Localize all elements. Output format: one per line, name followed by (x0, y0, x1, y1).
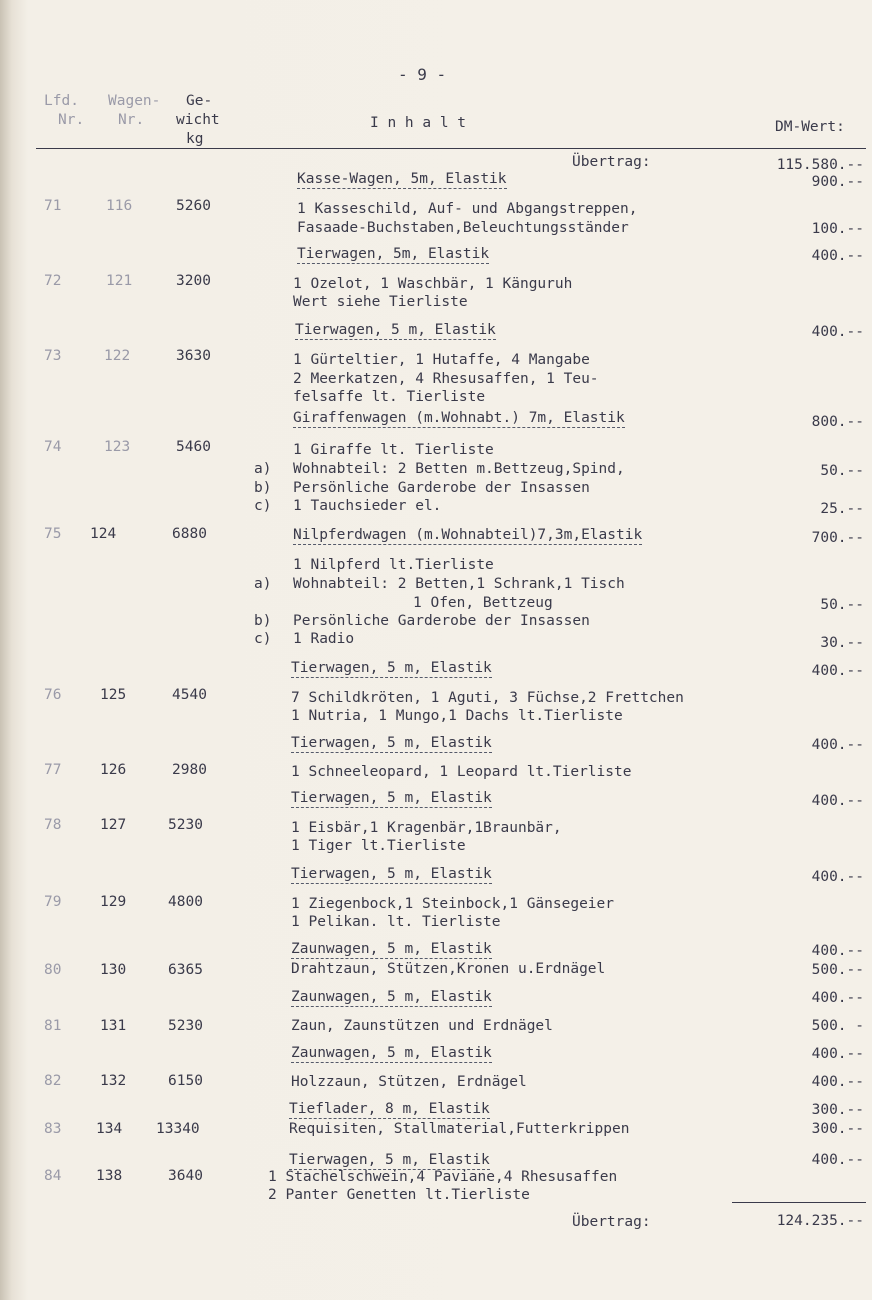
r4-title-value: 800.-- (811, 414, 864, 430)
r12-gewicht: 6150 (168, 1073, 203, 1089)
r2-title-value: 400.-- (811, 248, 864, 264)
r5-a-text: Wohnabteil: 2 Betten,1 Schrank,1 Tisch (293, 576, 625, 592)
r11-gewicht: 5230 (168, 1018, 203, 1034)
header-dm-wert: DM-Wert: (775, 119, 845, 135)
r5-wagen: 124 (90, 526, 117, 542)
r5-title-value: 700.-- (811, 530, 864, 546)
r9-title-value: 400.-- (811, 869, 864, 885)
r10-title: Zaunwagen, 5 m, Elastik (291, 941, 492, 957)
r12-wagen: 132 (100, 1073, 127, 1089)
r3-line1: 1 Gürteltier, 1 Hutaffe, 4 Mangabe (293, 352, 590, 368)
r5-line1: 1 Nilpferd lt.Tierliste (293, 557, 494, 573)
r12-lfd: 82 (44, 1073, 62, 1089)
r2-lfd: 72 (44, 273, 62, 289)
r14-title-value: 400.-- (811, 1152, 864, 1168)
header-gewicht-line2: wicht (176, 112, 220, 128)
r6-gewicht: 4540 (172, 687, 207, 703)
r4-lfd: 74 (44, 439, 62, 455)
r9-title: Tierwagen, 5 m, Elastik (291, 866, 492, 882)
r2-gewicht: 3200 (176, 273, 211, 289)
r5-b-text: Persönliche Garderobe der Insassen (293, 613, 590, 629)
r5-gewicht: 6880 (172, 526, 207, 542)
page-number: - 9 - (398, 65, 447, 84)
r1-gewicht: 5260 (176, 198, 211, 214)
r7-line1: 1 Schneeleopard, 1 Leopard lt.Tierliste (291, 764, 632, 780)
header-lfd-line2: Nr. (58, 112, 85, 128)
r7-title: Tierwagen, 5 m, Elastik (291, 735, 492, 751)
r13-title: Tieflader, 8 m, Elastik (289, 1101, 490, 1117)
carry-in-label: Übertrag: (572, 154, 651, 170)
r4-title: Giraffenwagen (m.Wohnabt.) 7m, Elastik (293, 410, 625, 426)
r4-gewicht: 5460 (176, 439, 211, 455)
r1-wagen: 116 (106, 198, 133, 214)
r4-a-value: 50.-- (820, 463, 864, 479)
carry-in-value: 115.580.-- (776, 157, 864, 173)
r3-lfd: 73 (44, 348, 62, 364)
r8-wagen: 127 (100, 817, 127, 833)
header-inhalt: I n h a l t (370, 115, 467, 131)
r8-title-value: 400.-- (811, 793, 864, 809)
r5-c-value: 30.-- (820, 635, 864, 651)
header-wagen-line1: Wagen- (108, 93, 161, 109)
r2-title: Tierwagen, 5m, Elastik (297, 246, 490, 262)
r11-wagen: 131 (100, 1018, 127, 1034)
r7-gewicht: 2980 (172, 762, 207, 778)
r3-line3: felsaffe lt. Tierliste (293, 389, 486, 405)
r4-b-text: Persönliche Garderobe der Insassen (293, 480, 590, 496)
r5-a-text2: 1 Ofen, Bettzeug (413, 595, 553, 611)
r5-title: Nilpferdwagen (m.Wohnabteil)7,3m,Elastik (293, 527, 643, 543)
r11-lfd: 81 (44, 1018, 62, 1034)
r1-lfd: 71 (44, 198, 62, 214)
r8-lfd: 78 (44, 817, 62, 833)
r1-title-value: 900.-- (811, 174, 864, 190)
r2-line1: 1 Ozelot, 1 Waschbär, 1 Känguruh (293, 276, 573, 292)
r11-line1: Zaun, Zaunstützen und Erdnägel (291, 1018, 553, 1034)
r3-line2: 2 Meerkatzen, 4 Rhesusaffen, 1 Teu- (293, 371, 599, 387)
r4-a-text: Wohnabteil: 2 Betten m.Bettzeug,Spind, (293, 461, 625, 477)
r6-wagen: 125 (100, 687, 127, 703)
r8-line2: 1 Tiger lt.Tierliste (291, 838, 466, 854)
r8-title: Tierwagen, 5 m, Elastik (291, 790, 492, 806)
r4-c-value: 25.-- (820, 501, 864, 517)
r6-line1: 7 Schildkröten, 1 Aguti, 3 Füchse,2 Frettchen (291, 690, 684, 706)
r1-line2: Fasaade-Buchstaben,Beleuchtungsständer (297, 220, 629, 236)
header-gewicht-line1: Ge- (186, 93, 213, 109)
r13-line1: Requisiten, Stallmaterial,Futterkrippen (289, 1121, 630, 1137)
r4-c-mark: c) (254, 498, 272, 514)
r5-a-value: 50.-- (820, 597, 864, 613)
r10-line1-value: 500.-- (811, 962, 864, 978)
r5-c-mark: c) (254, 631, 272, 647)
r12-line1: Holzzaun, Stützen, Erdnägel (291, 1074, 527, 1090)
r7-title-value: 400.-- (811, 737, 864, 753)
r11-line1-value: 500. - (811, 1018, 864, 1034)
r13-title-value: 300.-- (811, 1102, 864, 1118)
r5-lfd: 75 (44, 526, 62, 542)
header-rule (36, 148, 866, 149)
r8-line1: 1 Eisbär,1 Kragenbär,1Braunbär, (291, 820, 562, 836)
r5-a-mark: a) (254, 576, 272, 592)
r14-line2: 2 Panter Genetten lt.Tierliste (268, 1187, 530, 1203)
r4-line1: 1 Giraffe lt. Tierliste (293, 442, 494, 458)
r10-wagen: 130 (100, 962, 127, 978)
r10-lfd: 80 (44, 962, 62, 978)
r2-wagen: 121 (106, 273, 133, 289)
total-rule (732, 1202, 866, 1203)
r3-wagen: 122 (104, 348, 131, 364)
r2-line2: Wert siehe Tierliste (293, 294, 468, 310)
r11-title-value: 400.-- (811, 990, 864, 1006)
r9-wagen: 129 (100, 894, 127, 910)
r10-title-value: 400.-- (811, 943, 864, 959)
carry-out-label: Übertrag: (572, 1214, 651, 1230)
r12-line1-value: 400.-- (811, 1074, 864, 1090)
r14-line1: 1 Stachelschwein,4 Paviane,4 Rhesusaffen (268, 1169, 618, 1185)
r9-line2: 1 Pelikan. lt. Tierliste (291, 914, 501, 930)
r14-title: Tierwagen, 5 m, Elastik (289, 1152, 490, 1168)
r3-title: Tierwagen, 5 m, Elastik (295, 322, 496, 338)
r13-gewicht: 13340 (156, 1121, 200, 1137)
r9-line1: 1 Ziegenbock,1 Steinbock,1 Gänsegeier (291, 896, 615, 912)
r4-c-text: 1 Tauchsieder el. (293, 498, 442, 514)
r7-lfd: 77 (44, 762, 62, 778)
r1-line2-value: 100.-- (811, 221, 864, 237)
r1-line1: 1 Kasseschild, Auf- und Abgangstreppen, (297, 201, 638, 217)
r9-gewicht: 4800 (168, 894, 203, 910)
r13-wagen: 134 (96, 1121, 123, 1137)
r10-gewicht: 6365 (168, 962, 203, 978)
header-gewicht-line3: kg (186, 131, 204, 147)
r3-title-value: 400.-- (811, 324, 864, 340)
r1-title: Kasse-Wagen, 5m, Elastik (297, 171, 507, 187)
r12-title-value: 400.-- (811, 1046, 864, 1062)
r13-line1-value: 300.-- (811, 1121, 864, 1137)
header-lfd-line1: Lfd. (44, 93, 79, 109)
r5-b-mark: b) (254, 613, 272, 629)
r4-b-mark: b) (254, 480, 272, 496)
r6-line2: 1 Nutria, 1 Mungo,1 Dachs lt.Tierliste (291, 708, 623, 724)
r13-lfd: 83 (44, 1121, 62, 1137)
r9-lfd: 79 (44, 894, 62, 910)
r8-gewicht: 5230 (168, 817, 203, 833)
r3-gewicht: 3630 (176, 348, 211, 364)
r6-title: Tierwagen, 5 m, Elastik (291, 660, 492, 676)
r6-lfd: 76 (44, 687, 62, 703)
carry-out-value: 124.235.-- (776, 1213, 864, 1229)
r5-c-text: 1 Radio (293, 631, 355, 647)
r6-title-value: 400.-- (811, 663, 864, 679)
r14-wagen: 138 (96, 1168, 123, 1184)
r10-line1: Drahtzaun, Stützen,Kronen u.Erdnägel (291, 961, 606, 977)
header-wagen-line2: Nr. (118, 112, 145, 128)
r14-lfd: 84 (44, 1168, 62, 1184)
r4-a-mark: a) (254, 461, 272, 477)
r12-title: Zaunwagen, 5 m, Elastik (291, 1045, 492, 1061)
r7-wagen: 126 (100, 762, 127, 778)
r4-wagen: 123 (104, 439, 131, 455)
r11-title: Zaunwagen, 5 m, Elastik (291, 989, 492, 1005)
r14-gewicht: 3640 (168, 1168, 203, 1184)
